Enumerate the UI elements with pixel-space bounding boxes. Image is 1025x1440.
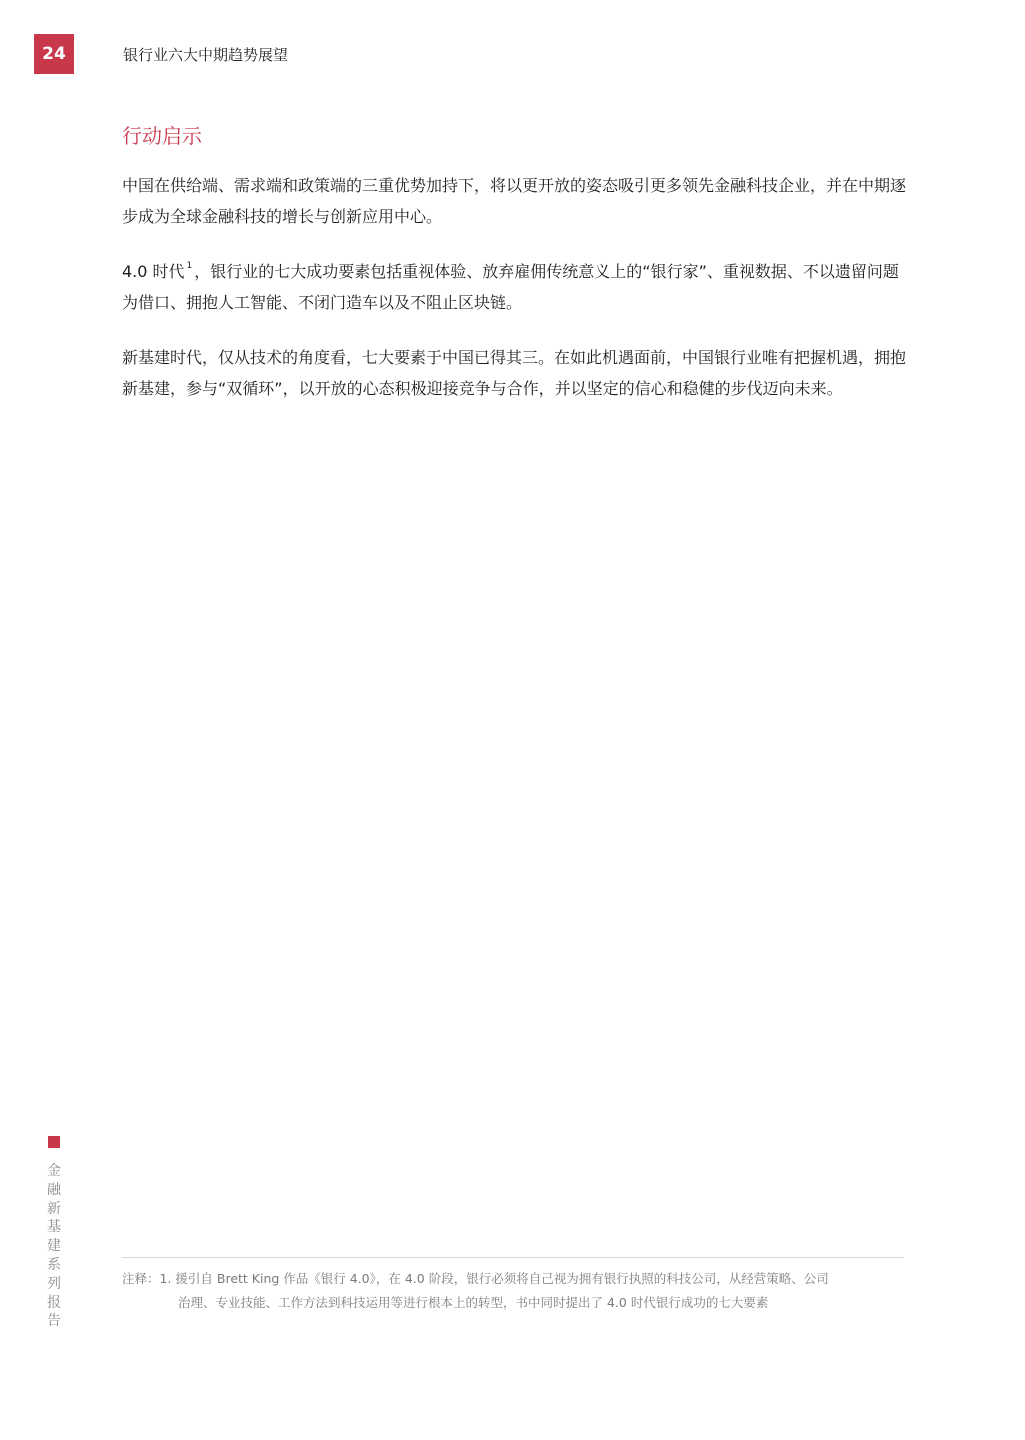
sidebar-char: 报 [47,1294,61,1311]
sidebar-char: 告 [47,1313,61,1330]
paragraph-2 [122,256,906,318]
paragraph-2-text: ，银行业的七大成功要素包括重视体验、放弃雇佣传统意义上的“银行家”、重视数据、不以遗留问题为借口、拥抱人工智能、不闭门造车以及不阻止区块链。 [122,262,899,312]
paragraph-3-text: 新基建时代，仅从技术的角度看，七大要素于中国已得其三。在如此机遇面前，中国银行业唯有把握机遇，拥抱新基建，参与“双循环”，以开放的心态积极迎接竞争与合作，并以坚定的信心和稳健的步伐迈向未来。 [122,348,907,398]
page-number-badge [34,34,74,74]
sidebar-char: 基 [47,1219,61,1236]
sidebar-char: 系 [47,1256,61,1273]
footnote [122,1267,912,1315]
page-number: 24 [42,44,66,64]
paragraph-3 [122,342,906,404]
footnote-divider [122,1257,904,1258]
sidebar-series-label [44,1162,64,1331]
sidebar-char: 金 [47,1163,61,1179]
sidebar-char: 融 [47,1181,61,1198]
section-heading: 行动启示 [122,124,202,148]
paragraph-1-text: 中国在供给端、需求端和政策端的三重优势加持下，将以更开放的姿态吸引更多领先金融科技企业，并在中期逐步成为全球金融科技的增长与创新应用中心。 [122,176,907,226]
sidebar-accent-square [48,1136,60,1148]
paragraph-1 [122,170,906,232]
footnote-reference[interactable]: 1 [186,261,193,271]
paragraph-2-lead: 4.0 时代 [122,262,185,281]
sidebar-char: 新 [47,1200,61,1217]
footnote-line-1: 注释：1. 援引自 Brett King 作品《银行 4.0》，在 4.0 阶段，银行必须将自己视为拥有银行执照的科技公司，从经营策略、公司 [122,1271,829,1286]
sidebar-char: 列 [47,1275,61,1292]
running-header-title: 银行业六大中期趋势展望 [123,46,289,64]
sidebar-char: 建 [47,1238,61,1255]
footnote-line-2: 治理、专业技能、工作方法到科技运用等进行根本上的转型，书中同时提出了 4.0 时代银行成功的七大要素 [178,1295,769,1310]
